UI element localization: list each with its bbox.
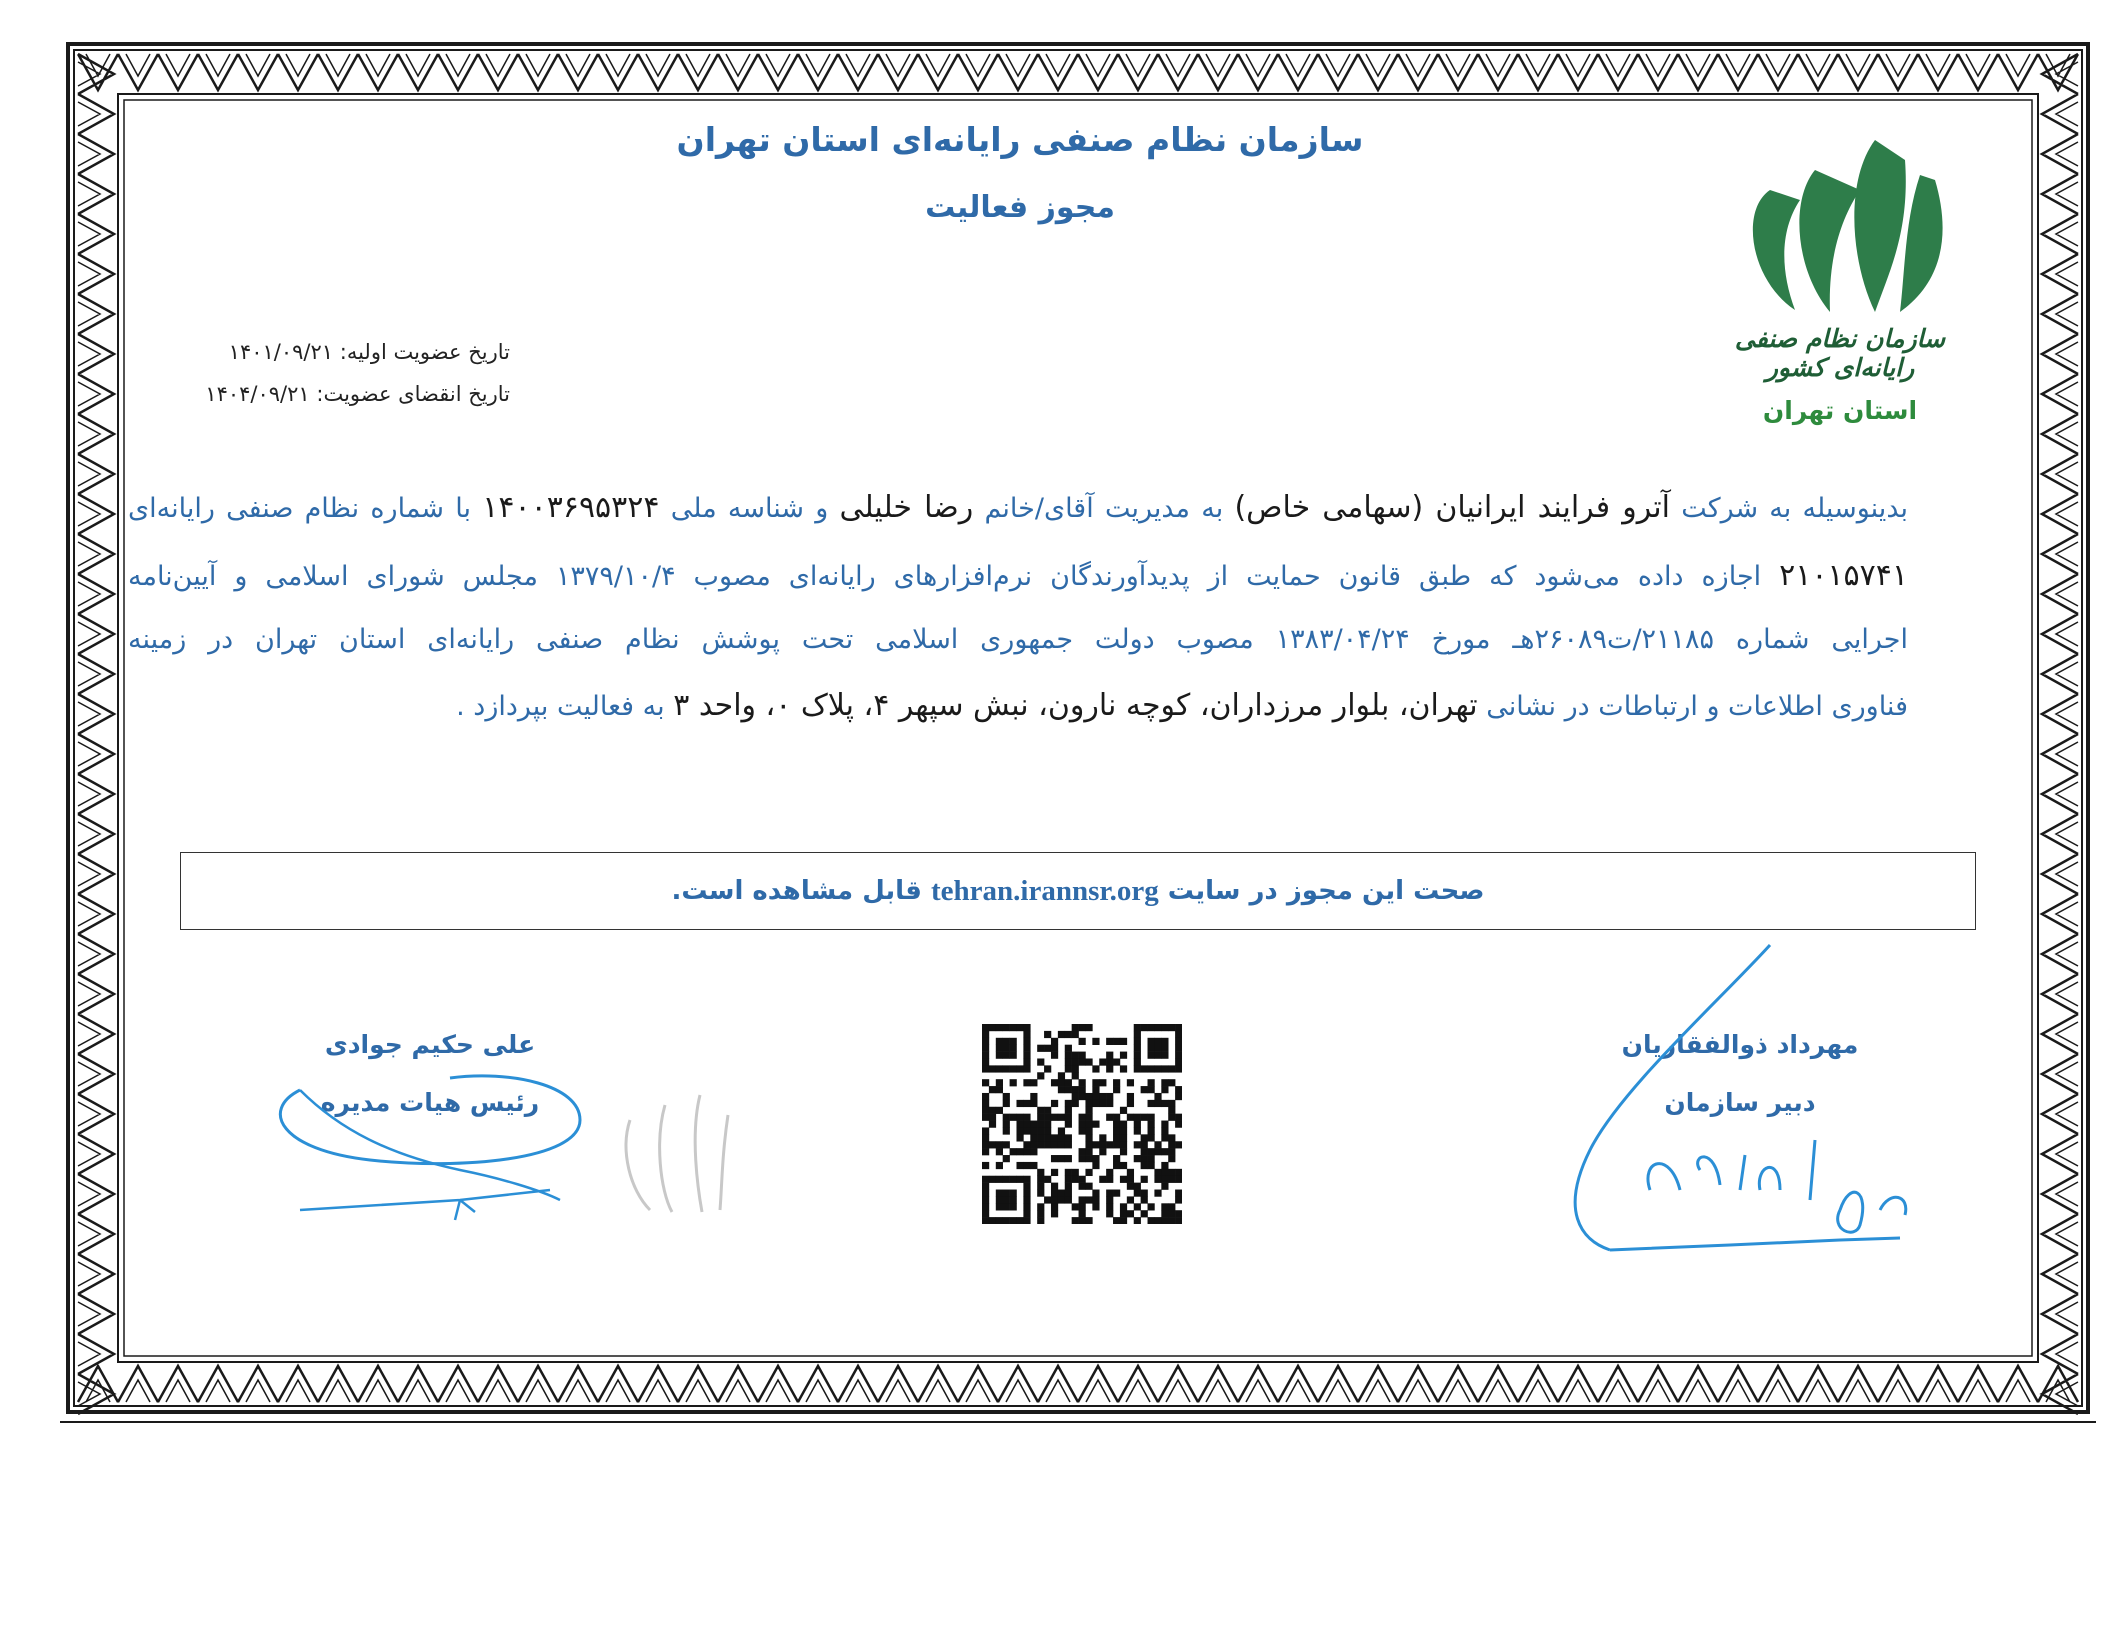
body-line-3 [128, 624, 1908, 655]
body-line-2 [128, 558, 1908, 593]
guild-number: ۲۱۰۱۵۷۴۱ [1779, 558, 1908, 593]
qr-code[interactable] [982, 1024, 1182, 1224]
secretary-signature [1540, 940, 1940, 1310]
secretary-title: دبیر سازمان [1664, 1088, 1816, 1117]
chairman-name: علی حکیم جوادی [324, 1030, 536, 1059]
body-text: اجازه داده می‌شود که طبق قانون حمایت از پدیدآورندگان نرم‌افزارهای رایانه‌ای مصوب ۱۳۷۹/۱۰/۴ مجلس شورای اسلامی و آیین‌نامه [128, 561, 1762, 592]
membership-start-date: ۱۴۰۱/۰۹/۲۱ [228, 340, 334, 364]
verify-suffix: قابل مشاهده است. [671, 876, 922, 906]
membership-end-label: تاریخ انقضای عضویت: [316, 382, 510, 406]
verify-site-link[interactable]: tehran.irannsr.org [931, 874, 1159, 907]
company-address: تهران، بلوار مرزداران، کوچه نارون، نبش سپهر ۴، پلاک ۰، واحد ۳ [673, 688, 1478, 723]
body-text: به فعالیت بپردازد . [456, 691, 665, 722]
organization-logo [1700, 120, 1980, 425]
manager-name: رضا خلیلی [839, 490, 974, 525]
watermark-emblem-icon [610, 1080, 740, 1220]
chairman-title: رئیس هیات مدیره [320, 1088, 540, 1117]
logo-emblem-icon [1700, 120, 1980, 320]
membership-start [180, 340, 510, 364]
body-text: و شناسه ملی [670, 493, 829, 524]
doc-title: مجوز فعالیت [925, 190, 1115, 225]
body-line-1 [128, 490, 1908, 525]
secretary-name: مهرداد ذوالفقاریان [1621, 1030, 1859, 1059]
logo-emblem-text: سازمان نظام صنفی رایانه‌ای کشور [1734, 324, 1946, 382]
body-text: فناوری اطلاعات و ارتباطات در نشانی [1486, 691, 1908, 722]
verify-prefix: صحت این مجوز در سایت [1167, 876, 1485, 906]
body-line-4 [456, 688, 1908, 723]
body-text: با شماره نظام صنفی رایانه‌ای [128, 493, 472, 524]
membership-start-label: تاریخ عضویت اولیه: [339, 340, 510, 364]
body-text: به مدیریت آقای/خانم [984, 493, 1224, 524]
logo-province: استان تهران [1762, 396, 1918, 425]
company-name: آترو فرایند ایرانیان (سهامی خاص) [1234, 490, 1670, 525]
verification-box [180, 852, 1976, 930]
body-text: بدینوسیله به شرکت [1681, 493, 1909, 524]
org-title: سازمان نظام صنفی رایانه‌ای استان تهران [676, 120, 1364, 159]
body-text: اجرایی شماره ۲۱۱۸۵/ت۲۶۰۸۹هـ مورخ ۱۳۸۳/۰۴/۲۴ مصوب دولت جمهوری اسلامی تحت پوشش نظام صنفی رایانه‌ای استان تهران در زمینه [128, 624, 1908, 655]
chairman-signature [260, 1060, 600, 1240]
membership-end [180, 382, 510, 406]
national-id: ۱۴۰۰۳۶۹۵۳۲۴ [482, 490, 660, 525]
membership-end-date: ۱۴۰۴/۰۹/۲۱ [205, 382, 310, 406]
